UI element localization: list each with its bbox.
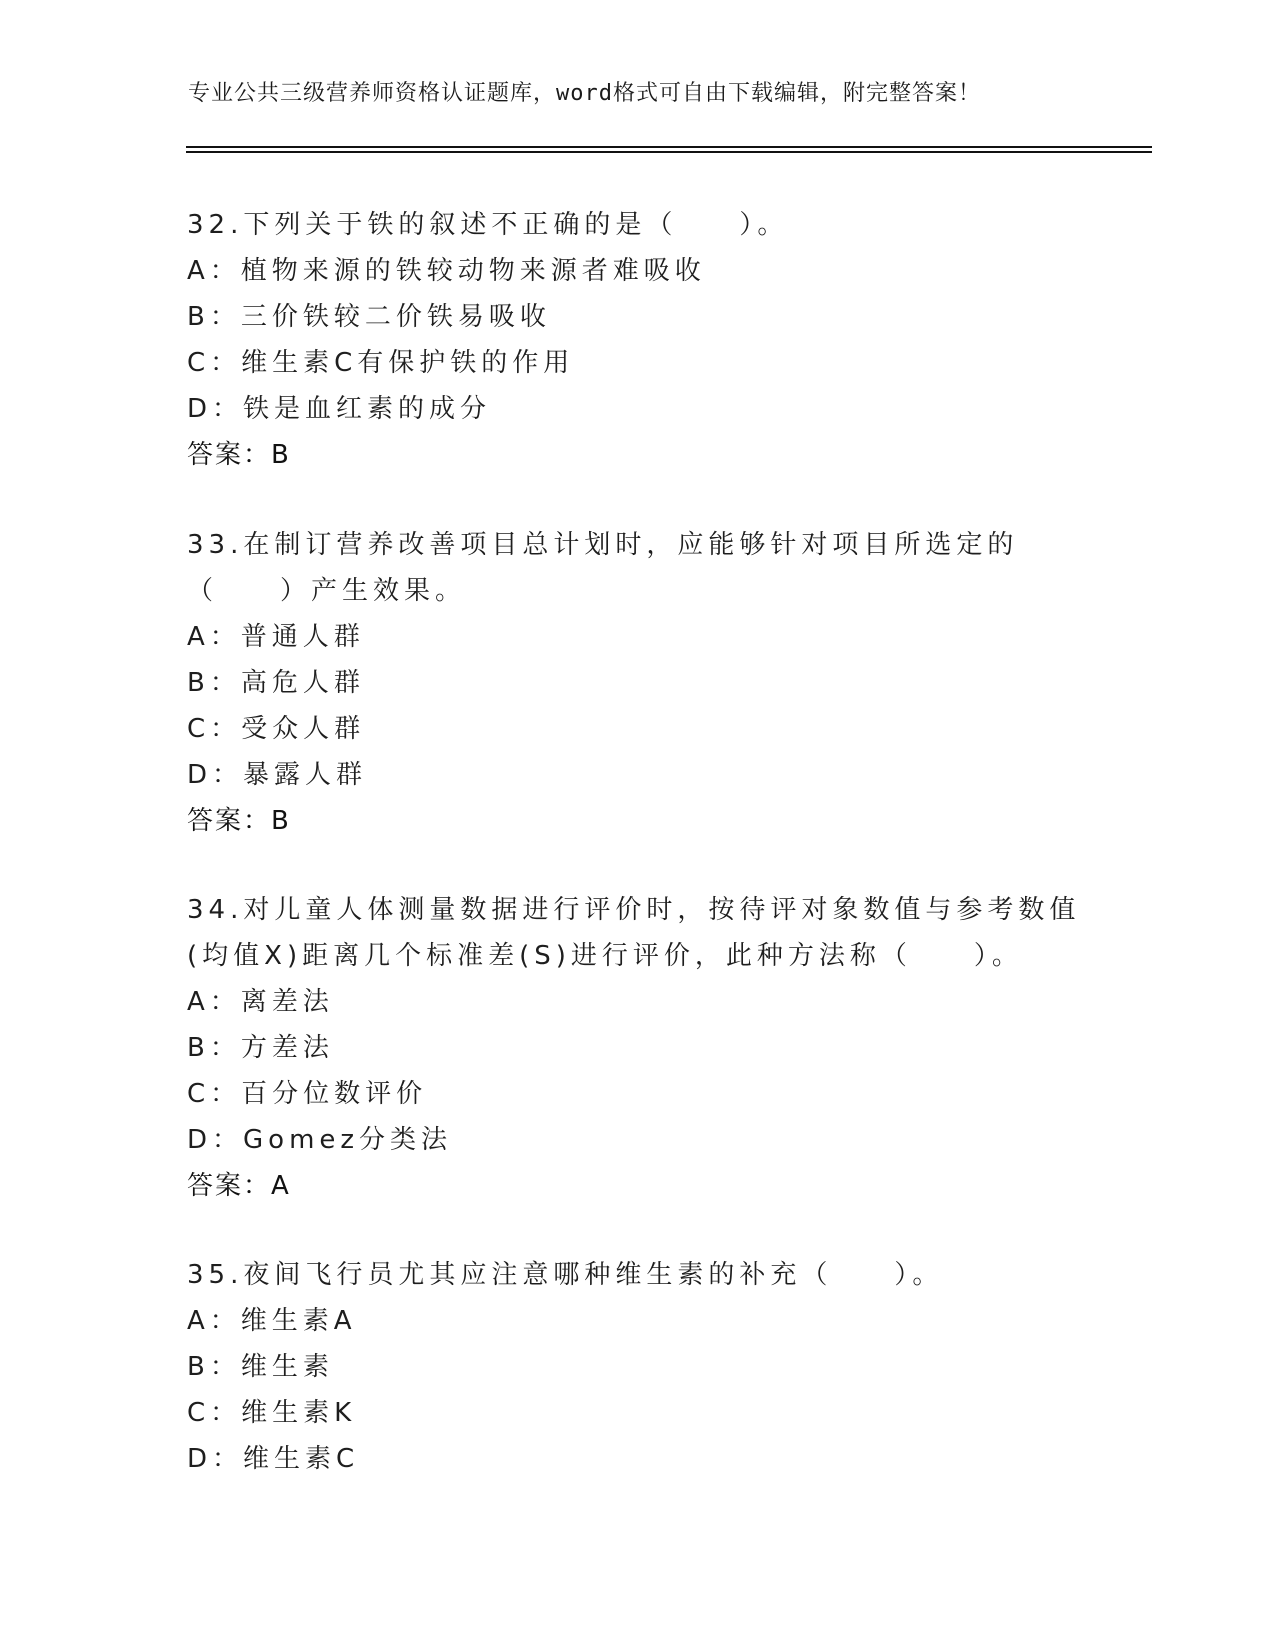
page-header: 专业公共三级营养师资格认证题库，word格式可自由下载编辑，附完整答案！ <box>188 81 981 106</box>
answer: 答案：B <box>187 806 291 836</box>
question-stem: 33.在制订营养改善项目总计划时，应能够针对项目所选定的（ ）产生效果。 <box>187 530 1019 606</box>
question-32 <box>187 202 1087 478</box>
question-33 <box>187 522 1087 844</box>
option-a: A：植物来源的铁较动物来源者难吸收 <box>187 256 706 286</box>
option-c: C：百分位数评价 <box>187 1079 428 1109</box>
question-stem: 35.夜间飞行员尤其应注意哪种维生素的补充（ ）。 <box>187 1260 944 1290</box>
answer: 答案：A <box>187 1171 291 1201</box>
question-35 <box>187 1252 1087 1482</box>
question-stem: 32.下列关于铁的叙述不正确的是（ ）。 <box>187 210 789 240</box>
question-stem: 34.对儿童人体测量数据进行评价时，按待评对象数值与参考数值(均值X)距离几个标准差(S)进行评价，此种方法称（ ）。 <box>187 895 1081 971</box>
header-rule-top <box>186 146 1152 148</box>
option-b: B：维生素 <box>187 1352 334 1382</box>
option-c: C：受众人群 <box>187 714 366 744</box>
option-d: D：暴露人群 <box>187 760 368 790</box>
option-a: A：维生素A <box>187 1306 357 1336</box>
header-rule-bottom <box>186 151 1152 153</box>
option-a: A：离差法 <box>187 987 334 1017</box>
question-34 <box>187 887 1087 1209</box>
option-d: D：维生素C <box>187 1444 360 1474</box>
option-b: B：三价铁较二价铁易吸收 <box>187 302 551 332</box>
option-b: B：方差法 <box>187 1033 334 1063</box>
option-d: D：铁是血红素的成分 <box>187 394 492 424</box>
option-c: C：维生素C有保护铁的作用 <box>187 348 575 378</box>
option-a: A：普通人群 <box>187 622 365 652</box>
option-c: C：维生素K <box>187 1398 357 1428</box>
option-d: D：Gomez分类法 <box>187 1125 453 1155</box>
answer: 答案：B <box>187 440 291 470</box>
option-b: B：高危人群 <box>187 668 365 698</box>
